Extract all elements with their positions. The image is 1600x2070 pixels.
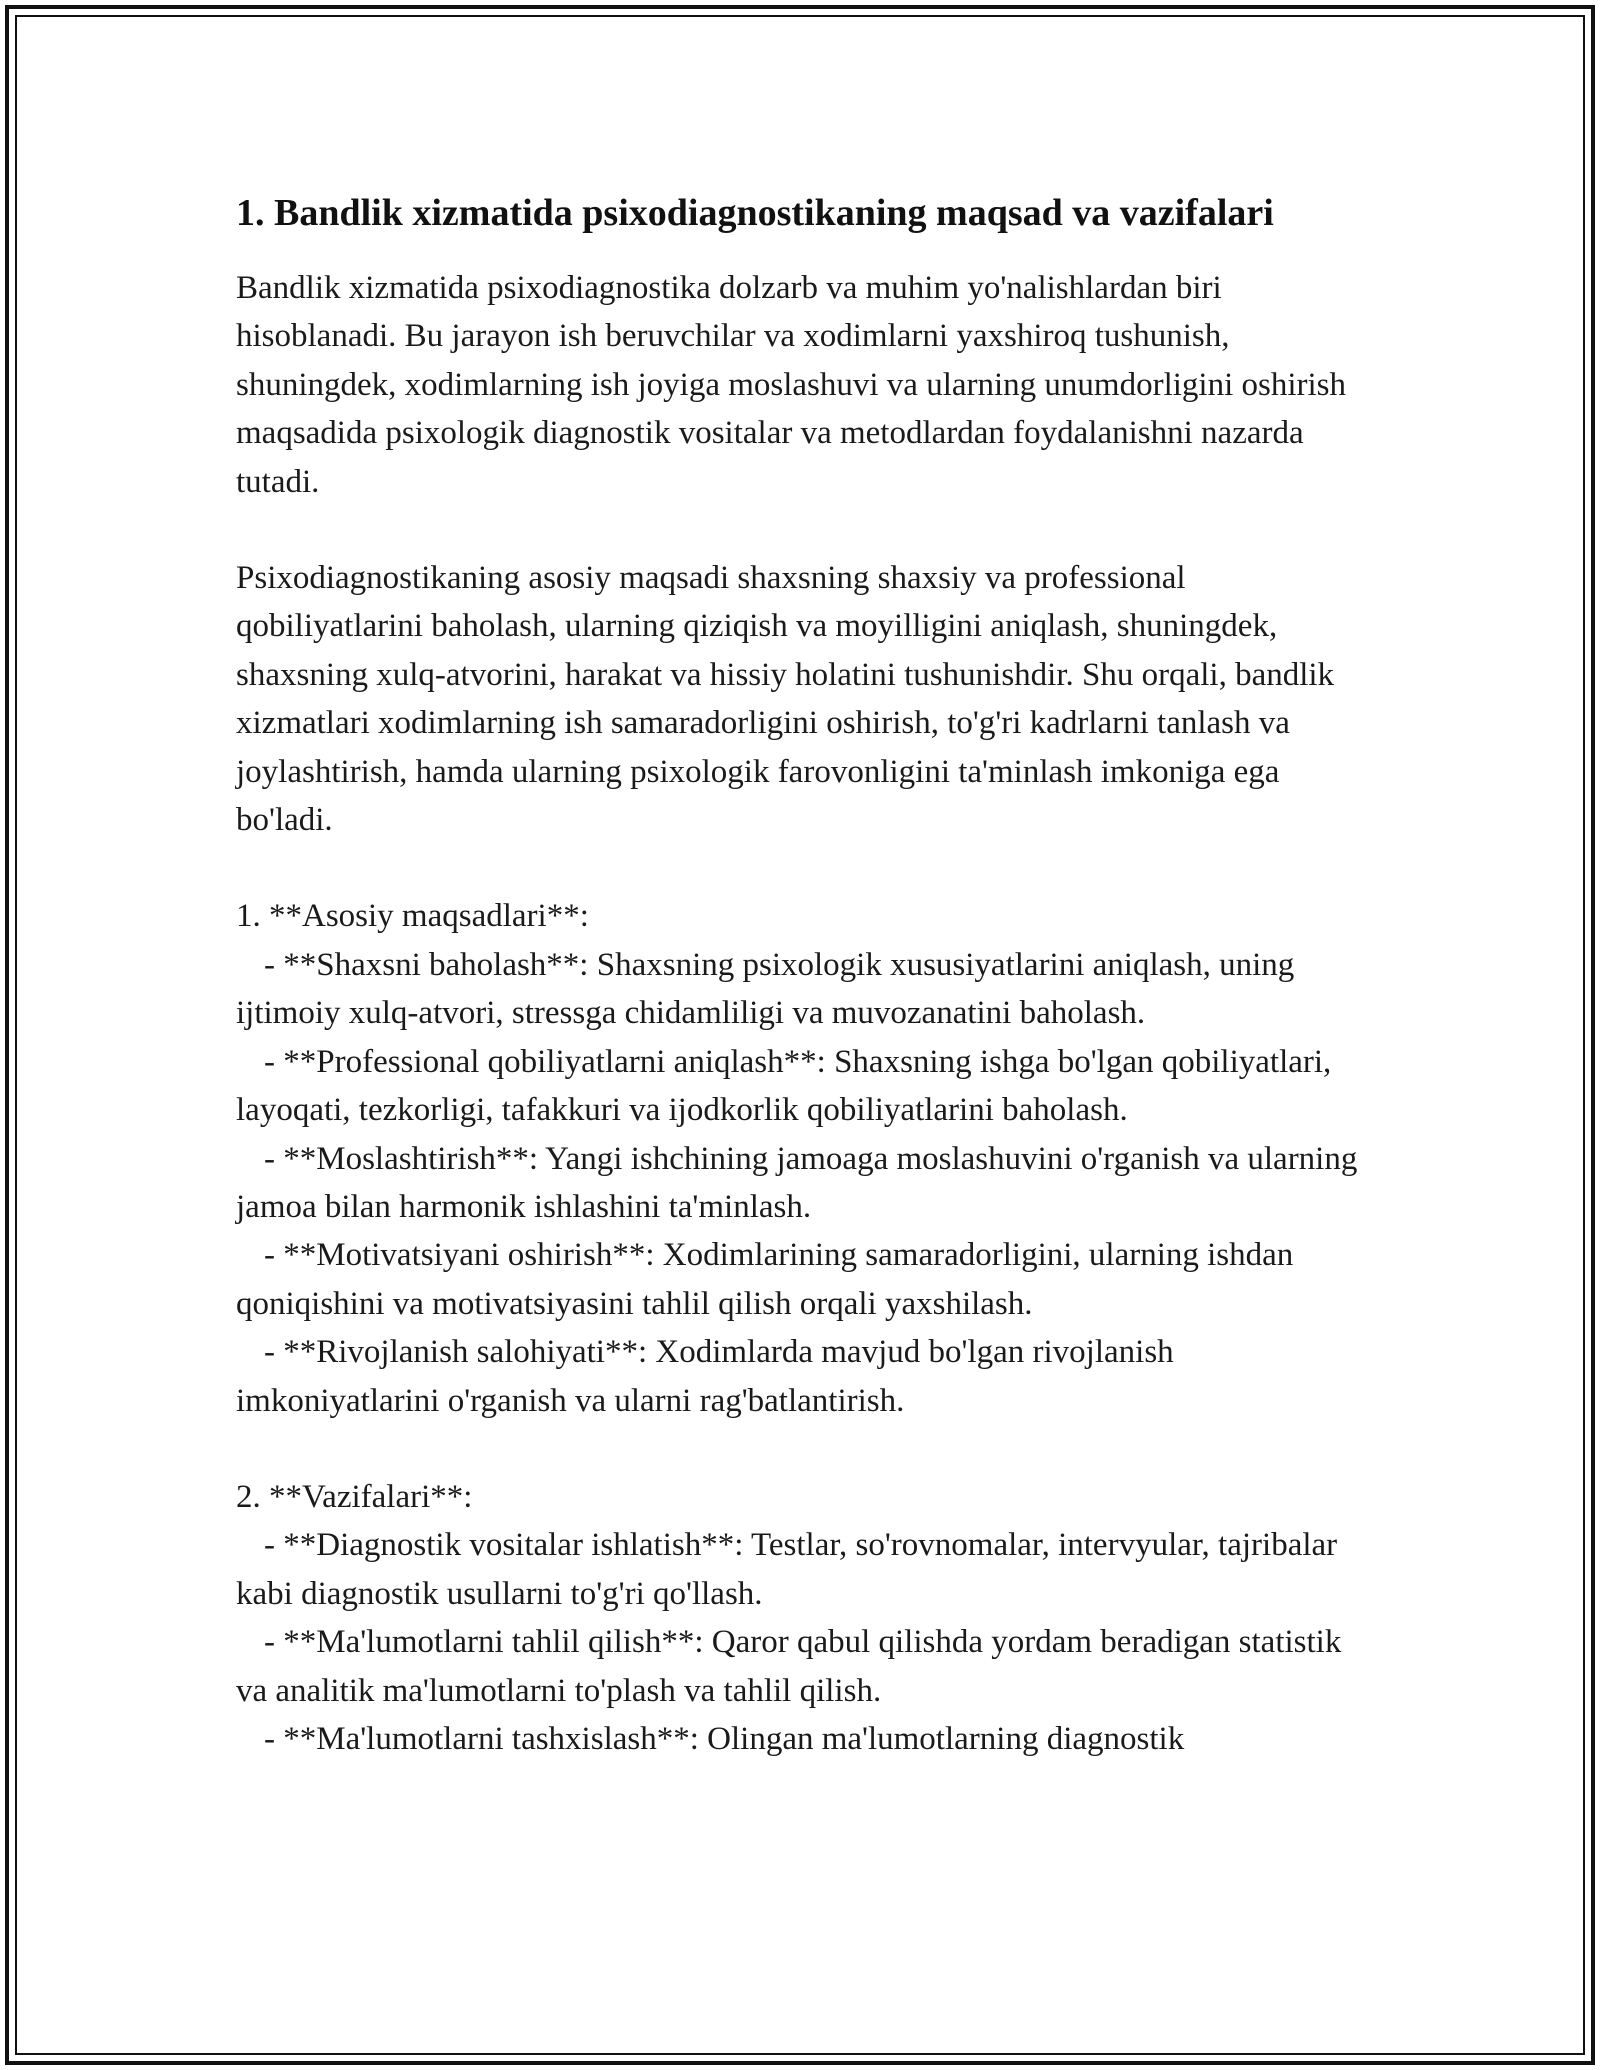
list-item xyxy=(236,1231,1376,1328)
list-item-text: - **Rivojlanish salohiyati**: Xodimlarda mavjud bo'lgan rivojlanish imkoniyatlarini o'rganish va ularni rag'batlantirish. xyxy=(236,1334,1174,1419)
intro-paragraph: Bandlik xizmatida psixodiagnostika dolzarb va muhim yo'nalishlardan biri hisoblanadi. Bu jarayon ish beruvchilar va xodimlarni yaxshiroq tushunish, shuningdek, xodimlarning ish joyiga moslashuvi va ularning unumdorligini oshirish maqsadida psixologik diagnostik vositalar va metodlardan foydalanishni nazarda tutadi. xyxy=(236,270,1347,500)
document-heading: 1. Bandlik xizmatida psixodiagnostikaning maqsad va vazifalari xyxy=(236,192,1274,234)
list-item-text: - **Professional qobiliyatlarni aniqlash**: Shaxsning ishga bo'lgan qobiliyatlari, layoqati, tezkorligi, tafakkuri va ijodkorlik qobiliyatlarini baholash. xyxy=(236,1043,1332,1129)
list-item xyxy=(236,1521,1376,1618)
section-spacer xyxy=(236,1425,1376,1473)
list-item xyxy=(236,1715,1376,1763)
list-item xyxy=(236,1328,1376,1425)
purpose-paragraph: Psixodiagnostikaning asosiy maqsadi shaxsning shaxsiy va professional qobiliyatlarini baholash, ularning qiziqish va moyilligini aniqlash, shuningdek, shaxsning xulq-atvorini, harakat va hissiy holatini tushunishdir. Shu orqali, bandlik xizmatlari xodimlarning ish samaradorligini oshirish, to'g'ri kadrlarni tanlash va joylashtirish, hamda ularning psixologik farovonligini ta'minlash imkoniga ega bo'ladi. xyxy=(236,560,1335,839)
section-tasks xyxy=(236,1473,1376,1763)
section-tasks-title: 2. **Vazifalari**: xyxy=(236,1478,473,1515)
list-item xyxy=(236,941,1376,1038)
list-item-text: - **Moslashtirish**: Yangi ishchining jamoaga moslashuvini o'rganish va ularning jamoa bilan harmonik ishlashini ta'minlash. xyxy=(236,1140,1358,1225)
list-item xyxy=(236,1618,1376,1715)
list-item-text: - **Diagnostik vositalar ishlatish**: Testlar, so'rovnomalar, intervyular, tajribalar kabi diagnostik usullarni to'g'ri qo'llash. xyxy=(236,1527,1338,1612)
document-body xyxy=(236,186,1376,1763)
list-item xyxy=(236,1038,1376,1135)
list-item-text: - **Shaxsni baholash**: Shaxsning psixologik xususiyatlarini aniqlash, uning ijtimoiy xulq-atvori, stressga chidamliligi va muvozanatini baholash. xyxy=(236,946,1295,1032)
list-item xyxy=(236,1135,1376,1232)
list-item-text: - **Ma'lumotlarni tahlil qilish**: Qaror qabul qilishda yordam beradigan statistik va analitik ma'lumotlarni to'plash va tahlil qilish. xyxy=(236,1624,1342,1709)
list-item-text: - **Ma'lumotlarni tashxislash**: Olingan ma'lumotlarning diagnostik xyxy=(264,1720,1185,1757)
section-goals xyxy=(236,892,1376,1424)
list-item-text: - **Motivatsiyani oshirish**: Xodimlarining samaradorligini, ularning ishdan qoniqishini va motivatsiyasini tahlil qilish orqali yaxshilash. xyxy=(236,1237,1294,1322)
section-goals-title: 1. **Asosiy maqsadlari**: xyxy=(236,898,589,935)
